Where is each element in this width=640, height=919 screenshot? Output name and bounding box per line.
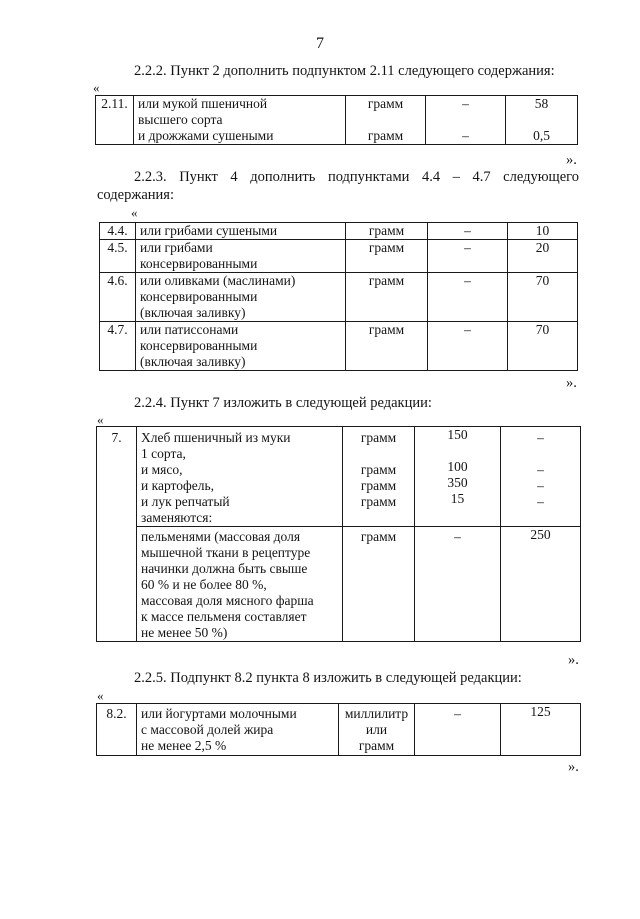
row-dash: – <box>428 223 508 240</box>
description-line: или оливками (маслинами) <box>140 273 296 288</box>
description-line: не менее 50 %) <box>141 625 228 640</box>
close-quote: ». <box>566 375 577 391</box>
row-number: 8.2. <box>97 704 137 756</box>
row-unit <box>339 704 415 756</box>
row-description <box>137 704 339 756</box>
row-description <box>134 96 346 145</box>
row-description <box>136 223 346 240</box>
description-line: массовая доля мясного фарша <box>141 593 314 608</box>
open-quote: « <box>97 688 104 703</box>
table-row <box>97 704 581 756</box>
description-line: (включая заливку) <box>140 305 246 320</box>
section-2-2-2-heading: 2.2.2. Пункт 2 дополнить подпунктом 2.11 следующего содержания: <box>134 63 555 79</box>
description-line: и дрожжами сушеными <box>138 128 274 143</box>
description-line: с массовой долей жира <box>141 722 274 737</box>
quantity-line: 15 <box>450 491 465 506</box>
unit-line <box>347 446 410 462</box>
description-line: (включая заливку) <box>140 354 246 369</box>
section-2-2-3-heading: 2.2.3. Пункт 4 дополнить подпунктами 4.4 – 4.7 следующего <box>134 169 579 185</box>
unit-line: грамм <box>360 478 397 493</box>
quantity-line: 100 <box>447 459 468 474</box>
row-dash: – <box>428 240 508 273</box>
table-row <box>96 96 578 145</box>
row-unit <box>346 96 426 145</box>
description-line: не менее 2,5 % <box>141 738 227 753</box>
table-2-11 <box>95 95 578 145</box>
table-8-2 <box>96 703 581 756</box>
row-unit: грамм <box>346 273 428 322</box>
table-row <box>100 223 578 240</box>
row-unit <box>343 427 415 527</box>
row-value: 250 <box>501 527 581 642</box>
description-line: 60 % и не более 80 %, <box>141 577 267 592</box>
row-value: 70 <box>508 273 578 322</box>
row-description <box>136 240 346 273</box>
description-line: к массе пельменя составляет <box>141 609 307 624</box>
value-line <box>510 112 573 128</box>
description-line: мышечной ткани в рецептуре <box>141 545 311 560</box>
open-quote: « <box>93 80 100 95</box>
value-line: – <box>537 430 544 445</box>
row-value: 125 <box>501 704 581 756</box>
description-line: или мукой пшеничной <box>138 96 268 111</box>
table-4-4-4-7 <box>99 222 578 371</box>
unit-line: грамм <box>367 96 404 111</box>
description-line: или грибами <box>140 240 213 255</box>
value-line: – <box>537 494 544 509</box>
value-line: 58 <box>534 96 549 111</box>
row-dash: – <box>415 704 501 756</box>
description-line: Хлеб пшеничный из муки <box>141 430 291 445</box>
table-row <box>97 427 581 527</box>
unit-line: грамм <box>360 462 397 477</box>
value-line <box>505 510 576 526</box>
open-quote: « <box>97 412 104 427</box>
open-quote: « <box>131 205 138 220</box>
row-value <box>506 96 578 145</box>
description-line: начинки должна быть свыше <box>141 561 308 576</box>
table-row <box>100 322 578 371</box>
description-line: или йогуртами молочными <box>141 706 297 721</box>
description-line: консервированными <box>140 289 258 304</box>
row-number: 4.5. <box>100 240 136 273</box>
section-2-2-4-heading: 2.2.4. Пункт 7 изложить в следующей редакции: <box>134 395 432 411</box>
description-line: 1 сорта, <box>141 446 186 461</box>
row-value: 70 <box>508 322 578 371</box>
row-number: 7. <box>97 427 137 642</box>
quantity-line: 350 <box>447 475 468 490</box>
section-2-2-3-heading-cont: содержания: <box>97 187 175 203</box>
description-line: консервированными <box>140 338 258 353</box>
row-value <box>501 427 581 527</box>
description-line: высшего сорта <box>138 112 223 127</box>
unit-line <box>350 112 421 128</box>
dash-line <box>430 112 501 128</box>
table-row <box>100 240 578 273</box>
dash-line: – <box>462 96 469 111</box>
unit-line: грамм <box>367 128 404 143</box>
unit-line: грамм <box>360 430 397 445</box>
row-number: 4.4. <box>100 223 136 240</box>
description-line: и лук репчатый <box>141 494 230 509</box>
table-row <box>97 527 581 642</box>
row-dash: – <box>428 322 508 371</box>
value-line: 0,5 <box>533 128 550 143</box>
row-quantity <box>415 427 501 527</box>
close-quote: ». <box>568 652 579 668</box>
row-dash: – <box>415 527 501 642</box>
row-unit: грамм <box>346 322 428 371</box>
description-line: заменяются: <box>141 510 213 525</box>
quantity-line <box>419 507 496 523</box>
description-line: или патиссонами <box>140 322 239 337</box>
table-7 <box>96 426 581 642</box>
page-number: 7 <box>316 35 324 52</box>
close-quote: ». <box>568 759 579 775</box>
description-line: или грибами сушеными <box>140 223 278 238</box>
row-value: 20 <box>508 240 578 273</box>
row-description <box>137 527 343 642</box>
row-description <box>137 427 343 527</box>
description-line: и картофель, <box>141 478 214 493</box>
row-description <box>136 322 346 371</box>
close-quote: ». <box>566 152 577 168</box>
row-unit: грамм <box>346 240 428 273</box>
unit-line: или <box>365 722 388 737</box>
row-unit: грамм <box>346 223 428 240</box>
row-value: 10 <box>508 223 578 240</box>
description-line: пельменями (массовая доля <box>141 529 301 544</box>
row-dash <box>426 96 506 145</box>
row-description <box>136 273 346 322</box>
unit-line: грамм <box>360 494 397 509</box>
value-line: – <box>537 462 544 477</box>
description-line: консервированными <box>140 256 258 271</box>
quantity-line: 150 <box>447 427 468 442</box>
description-line: и мясо, <box>141 462 183 477</box>
value-line: – <box>537 478 544 493</box>
quantity-line <box>419 443 496 459</box>
dash-line: – <box>462 128 469 143</box>
row-number: 2.11. <box>96 96 134 145</box>
unit-line <box>347 510 410 526</box>
unit-line: миллилитр <box>344 706 409 721</box>
section-2-2-5-heading: 2.2.5. Подпункт 8.2 пункта 8 изложить в следующей редакции: <box>134 670 522 686</box>
unit-line: грамм <box>358 738 395 753</box>
row-number: 4.7. <box>100 322 136 371</box>
row-number: 4.6. <box>100 273 136 322</box>
row-unit: грамм <box>343 527 415 642</box>
row-dash: – <box>428 273 508 322</box>
table-row <box>100 273 578 322</box>
value-line <box>505 446 576 462</box>
